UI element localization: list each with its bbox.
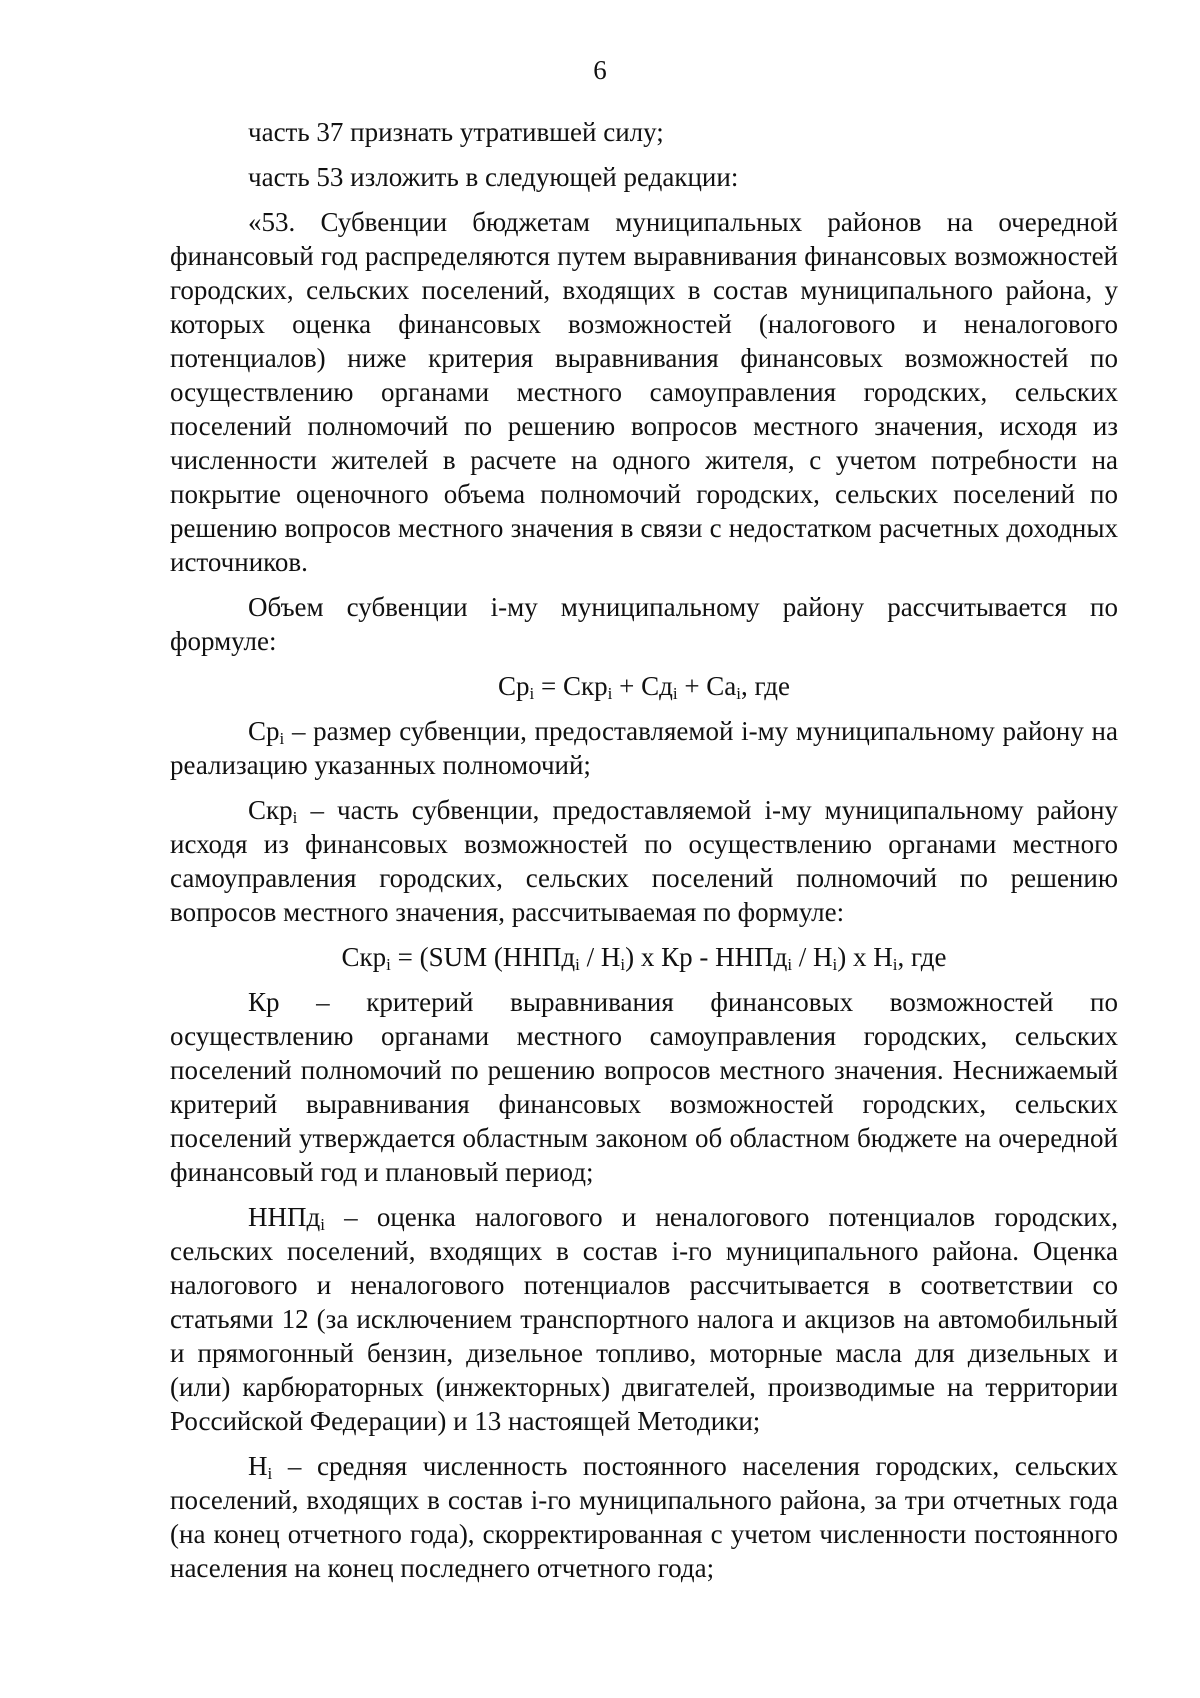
- formula-skr: [170, 940, 1118, 974]
- page-number: 6: [593, 55, 607, 85]
- formula-term: / Н: [579, 942, 621, 972]
- formula-term: ) х Кр - ННПд: [625, 942, 788, 972]
- formula-term: / Н: [792, 942, 833, 972]
- paragraph-part-53-intro: часть 53 изложить в следующей редакции:: [248, 162, 739, 192]
- formula-subscript: i: [386, 955, 391, 974]
- definition-symbol: $Н_i$: [248, 1451, 273, 1483]
- formula-subscript: i: [736, 684, 742, 703]
- formula-term: Скр: [341, 942, 387, 972]
- formula-subvention-total: [170, 669, 1118, 703]
- formula-term: = (SUM (ННПд: [390, 942, 576, 972]
- formula-subscript: i: [832, 955, 838, 974]
- definition-n: [170, 1449, 1118, 1585]
- paragraph-53-text: «53. Субвенции бюджетам муниципальных районов на очередной финансовый год распределяются путем выравнивания финансовых возможностей городских, сельских поселений, входящих в состав муниципального района, у которых оценка финансовых возможностей (налогового и неналогового потенциалов) ниже критерия выравнивания финансовых возможностей по осуществлению органами местного самоуправления городских, сельских поселений полномочий по решению вопросов местного значения, исходя из численности жителей в расчете на одного жителя, с учетом потребности на покрытие оценочного объема полномочий городских, сельских поселений по решению вопросов местного значения в связи с недостатком расчетных доходных источников.: [170, 207, 1118, 577]
- definition-text: – оценка налогового и неналогового потенциалов городских, сельских поселений, входящих в состав i-го муниципального района. Оценка налогового и неналогового потенциалов рассчитывается в соответствии со статьями 12 (за исключением транспортного налога и акцизов на автомобильный и прямогонный бензин, дизельное топливо, моторные масла для дизельных и (или) карбюраторных (инжекторных) двигателей, производимые на территории Российской Федерации) и 13 настоящей Методики;: [170, 1202, 1118, 1436]
- formula-term: ) х Н: [837, 942, 893, 972]
- formula-term: , где: [897, 942, 947, 972]
- formula-subscript: i: [672, 684, 678, 703]
- definition-cp: [170, 714, 1118, 782]
- definition-symbol: $Ср_i$: [248, 716, 285, 748]
- definition-text: – размер субвенции, предоставляемой i-му муниципальному району на реализацию указанных полномочий;: [170, 716, 1118, 780]
- paragraph-subvention-volume: Объем субвенции i-му муниципальному району рассчитывается по формуле:: [170, 592, 1118, 656]
- formula-subscript: i: [787, 955, 793, 974]
- definition-text: – средняя численность постоянного населения городских, сельских поселений, входящих в состав i-го муниципального района, за три отчетных года (на конец отчетного года), скорректированная с учетом численности постоянного населения на конец последнего отчетного года;: [170, 1451, 1118, 1583]
- formula-subscript: i: [892, 955, 898, 974]
- definition-nnpd: [170, 1200, 1118, 1438]
- formula-term: = Скр: [534, 671, 608, 701]
- formula-subscript: i: [620, 955, 626, 974]
- formula-term: + Сд: [612, 671, 673, 701]
- paragraph-part-37: часть 37 признать утратившей силу;: [248, 117, 664, 147]
- formula-term: Ср: [498, 671, 530, 701]
- formula-term: + Са: [677, 671, 737, 701]
- definition-text: – часть субвенции, предоставляемой i-му муниципальному району исходя из финансовых возможностей по осуществлению органами местного самоуправления городских, сельских поселений полномочий по решению вопросов местного значения, рассчитываемая по формуле:: [170, 795, 1118, 927]
- definition-kr: Кр – критерий выравнивания финансовых возможностей по осуществлению органами местного самоуправления городских, сельских поселений полномочий по решению вопросов местного значения. Неснижаемый критерий выравнивания финансовых возможностей городских, сельских поселений утверждается областным законом об областном бюджете на очередной финансовый год и плановый период;: [170, 987, 1118, 1187]
- formula-subscript: i: [529, 684, 535, 703]
- formula-subscript: i: [607, 684, 613, 703]
- definition-skr: [170, 793, 1118, 929]
- definition-symbol: Скр$_i$: [248, 795, 298, 827]
- formula-subscript: i: [575, 955, 580, 974]
- document-body: [170, 115, 1118, 1596]
- formula-term: , где: [741, 671, 790, 701]
- definition-symbol: ННПд$_i$: [248, 1202, 325, 1234]
